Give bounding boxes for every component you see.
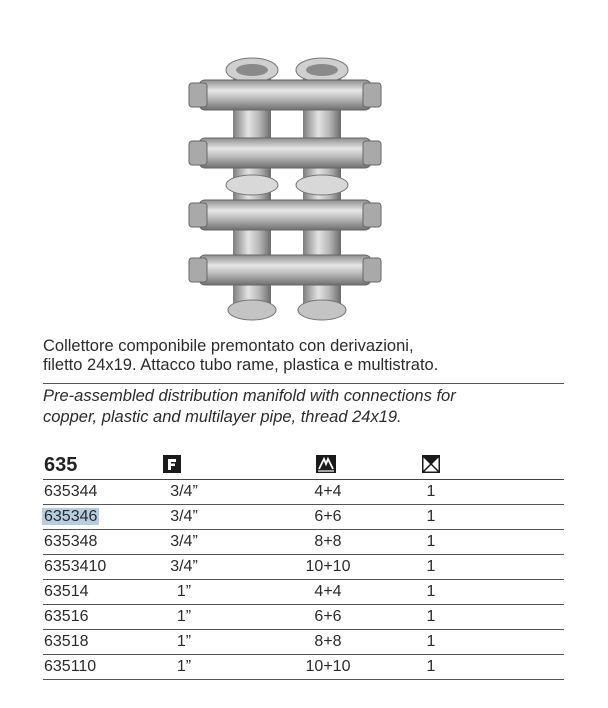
article-code: 635110 [44, 658, 97, 675]
pack-quantity: 1 [426, 608, 436, 625]
outlets-count: 10+10 [305, 658, 351, 675]
pack-quantity: 1 [426, 483, 436, 500]
thread-size: 3/4” [170, 533, 198, 550]
pack-quantity: 1 [426, 633, 436, 650]
selected-code-highlight: 635346 [44, 508, 98, 525]
article-code: 6353410 [44, 558, 107, 575]
table-row [43, 505, 564, 530]
pack-quantity: 1 [426, 658, 436, 675]
outlets-count: 4+4 [314, 483, 342, 500]
outlets-count: 6+6 [314, 608, 342, 625]
description-english [43, 386, 573, 428]
outlets-count: 10+10 [305, 558, 351, 575]
female-thread-icon [163, 455, 181, 473]
article-code: 63516 [44, 608, 89, 625]
product-table [43, 452, 564, 680]
table-row [43, 580, 564, 605]
thread-size: 1” [176, 608, 192, 625]
outlets-count: 4+4 [314, 583, 342, 600]
article-code: 635348 [44, 533, 98, 550]
series-code: 635 [44, 454, 78, 476]
article-code: 63518 [44, 633, 89, 650]
table-row [43, 555, 564, 580]
article-code: 635344 [44, 483, 98, 500]
thread-size: 1” [176, 633, 192, 650]
manifold-product-image [185, 50, 385, 330]
description-english-line1: Pre-assembled distribution manifold with connections for [43, 387, 456, 405]
package-quantity-icon [422, 455, 440, 473]
outlets-count: 6+6 [314, 508, 342, 525]
description-italian-line2: filetto 24x19. Attacco tubo rame, plastica e multistrato. [43, 356, 439, 374]
divider [43, 383, 564, 384]
pack-quantity: 1 [426, 558, 436, 575]
article-code: 63514 [44, 583, 89, 600]
description-italian [43, 337, 563, 375]
thread-size: 3/4” [170, 508, 198, 525]
description-italian-line1: Collettore componibile premontato con derivazioni, [43, 337, 414, 355]
thread-size: 1” [176, 658, 192, 675]
table-row [43, 480, 564, 505]
table-row [43, 530, 564, 555]
table-header [43, 452, 564, 480]
table-row [43, 655, 564, 680]
thread-size: 3/4” [170, 483, 198, 500]
table-row [43, 630, 564, 655]
thread-size: 3/4” [170, 558, 198, 575]
outlets-count: 8+8 [314, 633, 342, 650]
outlets-icon [316, 455, 336, 473]
pack-quantity: 1 [426, 583, 436, 600]
pack-quantity: 1 [426, 533, 436, 550]
outlets-count: 8+8 [314, 533, 342, 550]
description-english-line2: copper, plastic and multilayer pipe, thread 24x19. [43, 408, 402, 426]
thread-size: 1” [176, 583, 192, 600]
table-row [43, 605, 564, 630]
pack-quantity: 1 [426, 508, 436, 525]
article-code [44, 508, 99, 526]
